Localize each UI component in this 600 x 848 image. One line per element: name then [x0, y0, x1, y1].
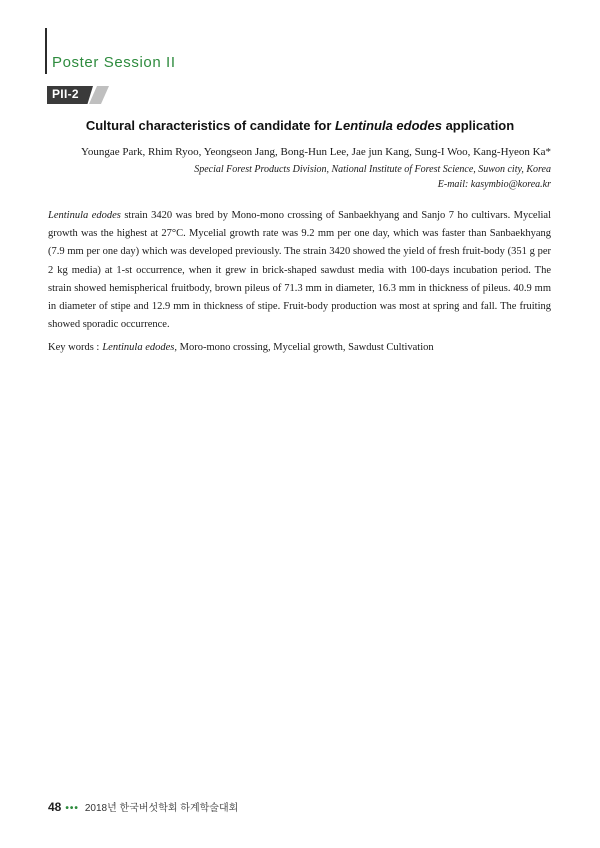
title-post: application — [441, 118, 515, 133]
session-badge — [47, 86, 109, 104]
keywords-species: Lentinula edodes — [102, 342, 175, 353]
keywords — [48, 342, 434, 353]
paper-title — [40, 118, 560, 133]
abstract — [48, 207, 551, 334]
abstract-species: Lentinula edodes — [48, 210, 121, 221]
badge-label: PII-2 — [52, 87, 79, 101]
affiliation: Special Forest Products Division, National Institute of Forest Science, Suwon city, Korea — [194, 164, 551, 175]
email: E-mail: kasymbio@korea.kr — [437, 179, 551, 190]
keywords-rest: , Moro-mono crossing, Mycelial growth, Sawdust Cultivation — [174, 342, 434, 353]
footer-dots: ••• — [65, 803, 79, 814]
session-title: Poster Session II — [52, 54, 176, 71]
header-rule — [45, 28, 47, 74]
keywords-label: Key words : — [48, 342, 100, 353]
title-species: Lentinula edodes — [335, 118, 442, 133]
page-footer — [48, 799, 238, 814]
authors: Youngae Park, Rhim Ryoo, Yeongseon Jang, Bong-Hun Lee, Jae jun Kang, Sung-I Woo, Kang-Hyeon Ka* — [80, 146, 551, 158]
title-pre: Cultural characteristics of candidate for — [85, 118, 336, 133]
abstract-body: strain 3420 was bred by Mono-mono crossing of Sanbaekhyang and Sanjo 7 ho cultivars. Mycelial growth was the highest at 27°C. Mycelial growth rate was 9.2 mm per one day, which was faster than Sanbaekhyang (7.9 mm per one day) which was developed previously. The strain 3420 showed the yield of fresh fruit-body (351 g per 2 kg media) at 1-st occurrence, when it grew in brick-shaped sawdust media with 100-days incubation period. The strain showed hemispherical fruitbody, brown pileus of 71.3 mm in diameter, 16.3 mm in thickness of pileus. 40.9 mm in diameter of stipe and 12.9 mm in thickness of stipe. Fruit-body production was most at spring and fall. The fruiting showed sporadic occurrence. — [48, 210, 551, 331]
page-number: 48 — [48, 800, 62, 814]
conference-name: 2018년 한국버섯학회 하계학술대회 — [84, 803, 239, 814]
